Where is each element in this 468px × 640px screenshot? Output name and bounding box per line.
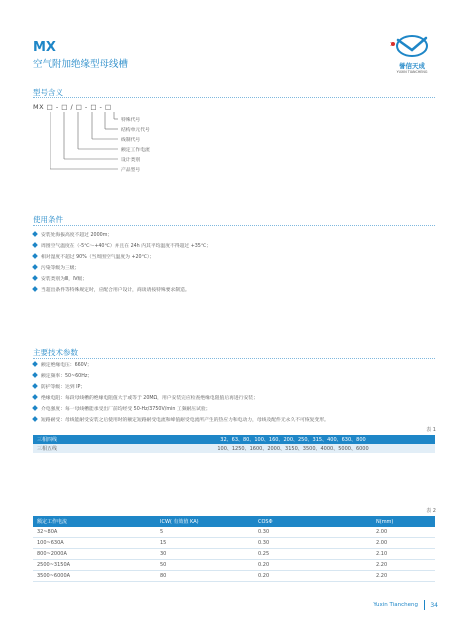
list-item: 介电强度：每一母线槽能承受出厂前均经受 50-Hz/3750V/min 工频耐压试验； [33,404,443,415]
bullet-icon [32,405,38,411]
table-row [33,549,435,560]
bullet-icon [32,275,38,281]
table-row [33,560,435,571]
list-item: 污染等级为三级； [33,263,443,274]
logo-subtitle: YUXIN TIANCHENG [396,70,428,74]
bullet-icon [32,383,38,389]
table-cell: 三相四线 [33,435,151,444]
bullet-icon [32,242,38,248]
list-item: 防护等级：达到 IP； [33,382,443,393]
model-label: 线制代号 [121,138,141,143]
bullet-icon [32,416,38,422]
column-header: N(mm) [372,516,435,527]
table-row [33,571,435,582]
model-label: 设计类别 [121,158,141,163]
column-header: ICW( 有效值 KA) [156,516,254,527]
bullet-icon [32,264,38,270]
model-label: 结构单元代号 [121,128,150,133]
model-code: MX □ - □ / □ - □ - □ [33,103,112,111]
table-cell: 32、63、80、100、160、200、250、315、400、630、800 [151,435,435,444]
table2-note: 表 2 [426,508,436,514]
section-title-model: 型号含义 [33,88,63,97]
table-cell: 2.00 [372,538,435,549]
table-cell: 100、1250、1600、2000、3150、3500、4000、5000、6000 [151,444,435,453]
table-cell: 100~630A [33,538,156,549]
table1-note: 表 1 [426,427,436,433]
table-cell: 32~80A [33,527,156,538]
column-header: 额定工作电流 [33,516,156,527]
list-item: 当超出条件等特殊规定时，应配合用户设计，商谈请按特殊要求制造。 [33,285,443,296]
list-item: 安装类别为Ⅲ，Ⅳ级； [33,274,443,285]
model-code-lines [50,112,130,172]
list-item: 绝缘电阻：每段母线槽的绝缘电阻值大于或等于 20MΩ，用户安装完应检查绝缘电阻值后再进行安装； [33,393,443,404]
logo-name: 誉信天成 [399,62,425,70]
table-cell: 15 [156,538,254,549]
table-row [33,527,435,538]
list-item: 短路耐受：母线能耐受安装之后使用时的额定短路耐受电流和峰值耐受电流所产生的热应力和电动力，母线及配件无永久不可恢复变形。 [33,415,443,426]
table-row [33,435,435,444]
section-title-params: 主要技术参数 [33,348,78,357]
section-title-conditions: 使用条件 [33,215,63,224]
short-circuit-table [33,516,435,582]
table-cell: 80 [156,571,254,582]
current-rating-table [33,435,435,453]
table-row [33,444,435,453]
table-cell: 2500~3150A [33,560,156,571]
page-title: MX [33,40,56,55]
table-cell: 0.30 [254,538,372,549]
table-cell: 30 [156,549,254,560]
table-cell: 50 [156,560,254,571]
table-cell: 三相五线 [33,444,151,453]
footer-divider [424,600,425,610]
page-number: 34 [430,602,438,609]
section-divider [33,358,435,359]
bullet-icon [32,372,38,378]
table-cell: 5 [156,527,254,538]
table-row [33,538,435,549]
table-cell: 2.00 [372,527,435,538]
list-item: 周围空气温度在（-5℃～+40℃）并且在 24h 内其平均温度不得超过 +35℃； [33,241,443,252]
table-cell: 2.10 [372,549,435,560]
column-header: COSΦ [254,516,372,527]
bullet-icon [32,286,38,292]
model-label: 产品型号 [121,168,141,173]
table-cell: 800~2000A [33,549,156,560]
table-cell: 2.20 [372,571,435,582]
page-subtitle: 空气附加绝缘型母线槽 [33,59,129,70]
table-cell: 0.30 [254,527,372,538]
list-item: 额定频率：50~60Hz； [33,371,443,382]
params-list [33,360,443,426]
section-divider [33,225,435,226]
bullet-icon [32,231,38,237]
list-item: 额定绝缘电压：660V； [33,360,443,371]
conditions-list [33,230,443,296]
section-divider [33,97,435,98]
table-cell: 0.20 [254,571,372,582]
footer-brand: Yuxin Tiancheng [373,602,418,608]
model-label: 额定工作电流 [121,148,150,153]
table-cell: 0.25 [254,549,372,560]
list-item: 相对湿度不超过 90%（当周围空气温度为 +20℃）； [33,252,443,263]
bullet-icon [32,361,38,367]
bullet-icon [32,394,38,400]
bullet-icon [32,253,38,259]
table-cell: 3500~6000A [33,571,156,582]
model-label: 特殊代号 [121,118,141,123]
table-header-row [33,516,435,527]
table-cell: 2.20 [372,560,435,571]
list-item: 安装处海拔高度不超过 2000m； [33,230,443,241]
table-cell: 0.20 [254,560,372,571]
